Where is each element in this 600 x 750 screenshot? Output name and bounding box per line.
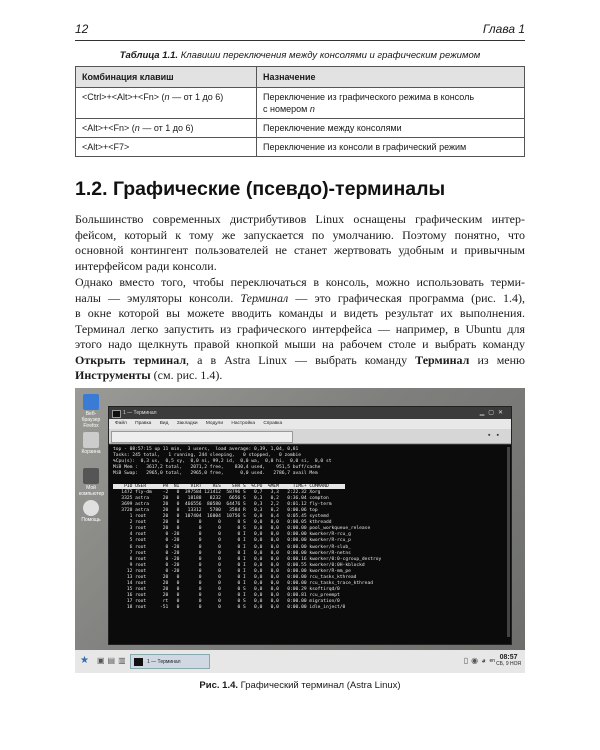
process-table-header: PID USER PR NI VIRT RES SHR S %CPU %MEM TIME+ COMMAND	[113, 483, 346, 489]
text-line: интерфейсом ради консоли.	[75, 258, 217, 273]
table-row	[76, 88, 525, 119]
key-combo: <Ctrl>+<Alt>+<Fn> (	[82, 92, 165, 102]
table-row	[76, 138, 525, 157]
term-emphasis: Терминал	[240, 290, 289, 305]
clock[interactable]	[496, 654, 521, 668]
purpose-cell: Переключение между консолями	[257, 119, 525, 138]
taskbar-task-terminal[interactable]	[130, 654, 210, 669]
table-caption-label: Таблица 1.1.	[119, 50, 179, 61]
terminal-output[interactable]	[109, 445, 511, 644]
trash-icon	[83, 432, 99, 448]
system-tray-icons[interactable]: ▯◉◕	[463, 656, 489, 665]
window-controls[interactable]: ▁▢✕	[479, 410, 507, 416]
window-titlebar[interactable]	[109, 407, 511, 419]
purpose-line1: Переключение из графического режима в консоль	[263, 92, 475, 102]
taskbar	[75, 650, 525, 673]
desktop-icon-trash[interactable]: Корзина	[79, 432, 103, 455]
menu-file[interactable]: Файл	[115, 421, 127, 426]
desktop-icon-computer[interactable]: Мой компьютер	[79, 468, 103, 497]
text-line: в окне которой вы можете вводить команды и видеть результат их выполнения.	[75, 306, 525, 320]
figure-text: Графический терминал (Astra Linux)	[238, 680, 401, 691]
terminal-screenshot	[75, 388, 525, 673]
text-run: из меню	[469, 352, 525, 367]
purpose-cell: Переключение из консоли в графический режим	[257, 138, 525, 157]
start-menu-icon[interactable]: ★	[80, 655, 89, 666]
purpose-line2: с номером	[263, 104, 310, 114]
paragraph-1	[75, 212, 525, 274]
process-list: 1472 fly-dm -2 0 397584 121412 58796 S 0,7 3,3 2:22.32 Xorg 3325 astra 20 0 18188 8232 6656 S 0,3 0,2 0:36.04 compton 3699 astra 20 0 466556 80580 64476 S 0,3 2,2 0:01.12 fly-term 3720 astra 20 0 13312 5780 3584 R 0,3 0,2 0:00.06 top 1 root 20 0 107404 16004 10756 S 0,0 0,4 0:05.45 systemd 2 root 20 0 0 0 0 S 0,0 0,0 0:00.05 kthreadd 3 root 20 0 0 0 0 S 0,0 0,0 0:00.00 pool_workqueue_release 4 root 0 -20 0 0 0 I 0,0 0,0 0:00.00 kworker/R-rcu_g 5 root 0 -20 0 0 0 I 0,0 0,0 0:00.00 kworker/R-rcu_p 6 root 0 -20 0 0 0 I 0,0 0,0 0:00.00 kworker/R-slub_ 7 root 0 -20 0 0 0 I 0,0 0,0 0:00.00 kworker/R-netns 8 root 0 -20 0 0 0 I 0,0 0,0 0:00.16 kworker/0:0-cgroup_destroy 9 root 0 -20 0 0 0 I 0,0 0,0 0:00.55 kworker/0:0H-kblockd 12 root 0 -20 0 0 0 I 0,0 0,0 0:00.00 kworker/R-mm_pe 13 root 20 0 0 0 0 I 0,0 0,0 0:00.00 rcu_tasks_kthread 14 root 20 0 0 0 0 I 0,0 0,0 0:00.00 rcu_tasks_trace_kthread 15 root 20 0 0 0 0 S 0,0 0,0 0:00.29 ksoftirqd/0 16 root 20 0 0 0 0 I 0,0 0,0 0:00.81 rcu_preempt 17 root rt 0 0 0 0 S 0,0 0,0 0:00.00 migration/0 18 root -51 0 0 0 0 S 0,0 0,0 0:00.00 idle_inject/0	[121, 489, 382, 611]
purpose-cell	[257, 88, 525, 119]
text-line: фейсом, который к тому же запускается по умолчанию. Поэтому понятно, что	[75, 227, 525, 242]
header-rule	[75, 40, 525, 41]
key-combo: <Alt>+<Fn> (	[82, 123, 135, 133]
key-combo-tail: — от 1 до 6)	[169, 92, 224, 102]
page-header	[75, 22, 525, 40]
key-combo-cell: <Alt>+<F7>	[76, 138, 257, 157]
section-title: 1.2. Графические (псевдо)-терминалы	[75, 178, 446, 200]
menu-settings[interactable]: Настройка	[231, 421, 255, 426]
text-line	[75, 291, 525, 307]
terminal-scrollbar[interactable]	[507, 447, 510, 637]
text-line	[75, 353, 525, 369]
computer-icon	[83, 468, 99, 484]
terminal-icon	[134, 658, 143, 666]
text-line	[75, 368, 525, 384]
desktop	[75, 388, 525, 650]
key-n: n	[164, 92, 170, 102]
window-title: 1 — Терминал	[123, 410, 157, 416]
table-caption	[75, 50, 525, 61]
figure-caption	[75, 680, 525, 691]
text-line: этого надо щелкнуть правой кнопкой мыши на рабочем столе и выбрать команду	[75, 337, 525, 351]
purpose-n: n	[309, 104, 315, 114]
table-caption-text: Клавиши переключения между консолями и графическим режимом	[178, 50, 481, 61]
table-header-row	[76, 67, 525, 88]
text-run: налы — эмуляторы консоли.	[75, 290, 241, 305]
desktop-icon-help[interactable]: Помощь	[79, 500, 103, 523]
top-summary: top - 08:57:15 up 11 min, 3 users, load average: 0,39, 1,04, 0,81 Tasks: 245 total, 1 running, 244 sleeping, 0 stopped, 0 zombie %Cpu(s): 0,3 us, 0,5 sy, 0,0 ni, 99,2 id, 0,0 wa, 0,0 hi, 0,0 si, 0,0 st MiB Mem : 3617,2 total, 2071,2 free, 830,4 used, 951,5 buff/cache MiB Swap: 2965,0 total, 2965,0 free, 0,0 used. 2786,7 avail Mem	[113, 447, 332, 477]
terminal-window	[108, 406, 512, 645]
key-combo-cell	[76, 119, 257, 138]
text-line: основной контингент пользователей не станет жертвовать удобным и привычным	[75, 243, 525, 257]
table-row	[76, 119, 525, 138]
menu-plugins[interactable]: Модули	[205, 421, 224, 426]
taskbar-task-label: 1 — Терминал	[147, 659, 181, 665]
text-run: , а в Astra Linux — выбрать команду	[186, 352, 416, 367]
key-combo-tail: — от 1 до 6)	[139, 123, 194, 133]
toolbar-icons[interactable]: ▪▪	[488, 431, 505, 439]
paragraph-2	[75, 275, 525, 384]
key-n: n	[134, 123, 140, 133]
clock-date: СБ, 9 НОЯ	[496, 661, 521, 667]
browser-icon	[83, 394, 99, 410]
figure-label: Рис. 1.4.	[199, 680, 239, 691]
keyboard-layout[interactable]: en	[489, 658, 495, 664]
col-purpose-header: Назначение	[257, 67, 525, 88]
desktop-icon-browser[interactable]: Веб-браузер Firefox	[79, 394, 103, 429]
quicklaunch-icons[interactable]: ▣▤▥	[97, 656, 129, 665]
text-line: Однако вместо того, чтобы переключаться в консоль, можно использовать терми-	[75, 275, 525, 289]
terminal-icon	[112, 410, 121, 418]
clock-time: 08:57	[499, 654, 518, 661]
window-toolbar	[109, 429, 511, 444]
key-combo-cell	[76, 88, 257, 119]
text-line: Терминал легко запустить из графического интерфейса — например, в Ubuntu для	[75, 321, 525, 336]
text-run: — это графическая программа (рис. 1.4),	[288, 290, 525, 305]
menu-edit[interactable]: Правка	[135, 421, 152, 426]
menu-name: Инструменты	[75, 368, 151, 382]
menu-help[interactable]: Справка	[263, 421, 283, 426]
terminal-tab[interactable]	[111, 431, 293, 443]
text-line: Большинство современных дистрибутивов Linux оснащены графическим интер-	[75, 212, 525, 226]
page-number: 12	[75, 22, 89, 36]
help-icon	[83, 500, 99, 516]
chapter-title: Глава 1	[482, 22, 525, 36]
text-run: (см. рис. 1.4).	[150, 368, 223, 382]
menu-view[interactable]: Вид	[159, 421, 169, 426]
terminal-text	[109, 445, 511, 612]
menu-bookmarks[interactable]: Закладки	[176, 421, 198, 426]
key-table	[75, 66, 525, 157]
menu-command: Открыть терминал	[75, 352, 187, 367]
menu-command: Терминал	[415, 352, 470, 367]
col-keys-header: Комбинация клавиш	[76, 67, 257, 88]
window-menubar	[109, 419, 511, 429]
